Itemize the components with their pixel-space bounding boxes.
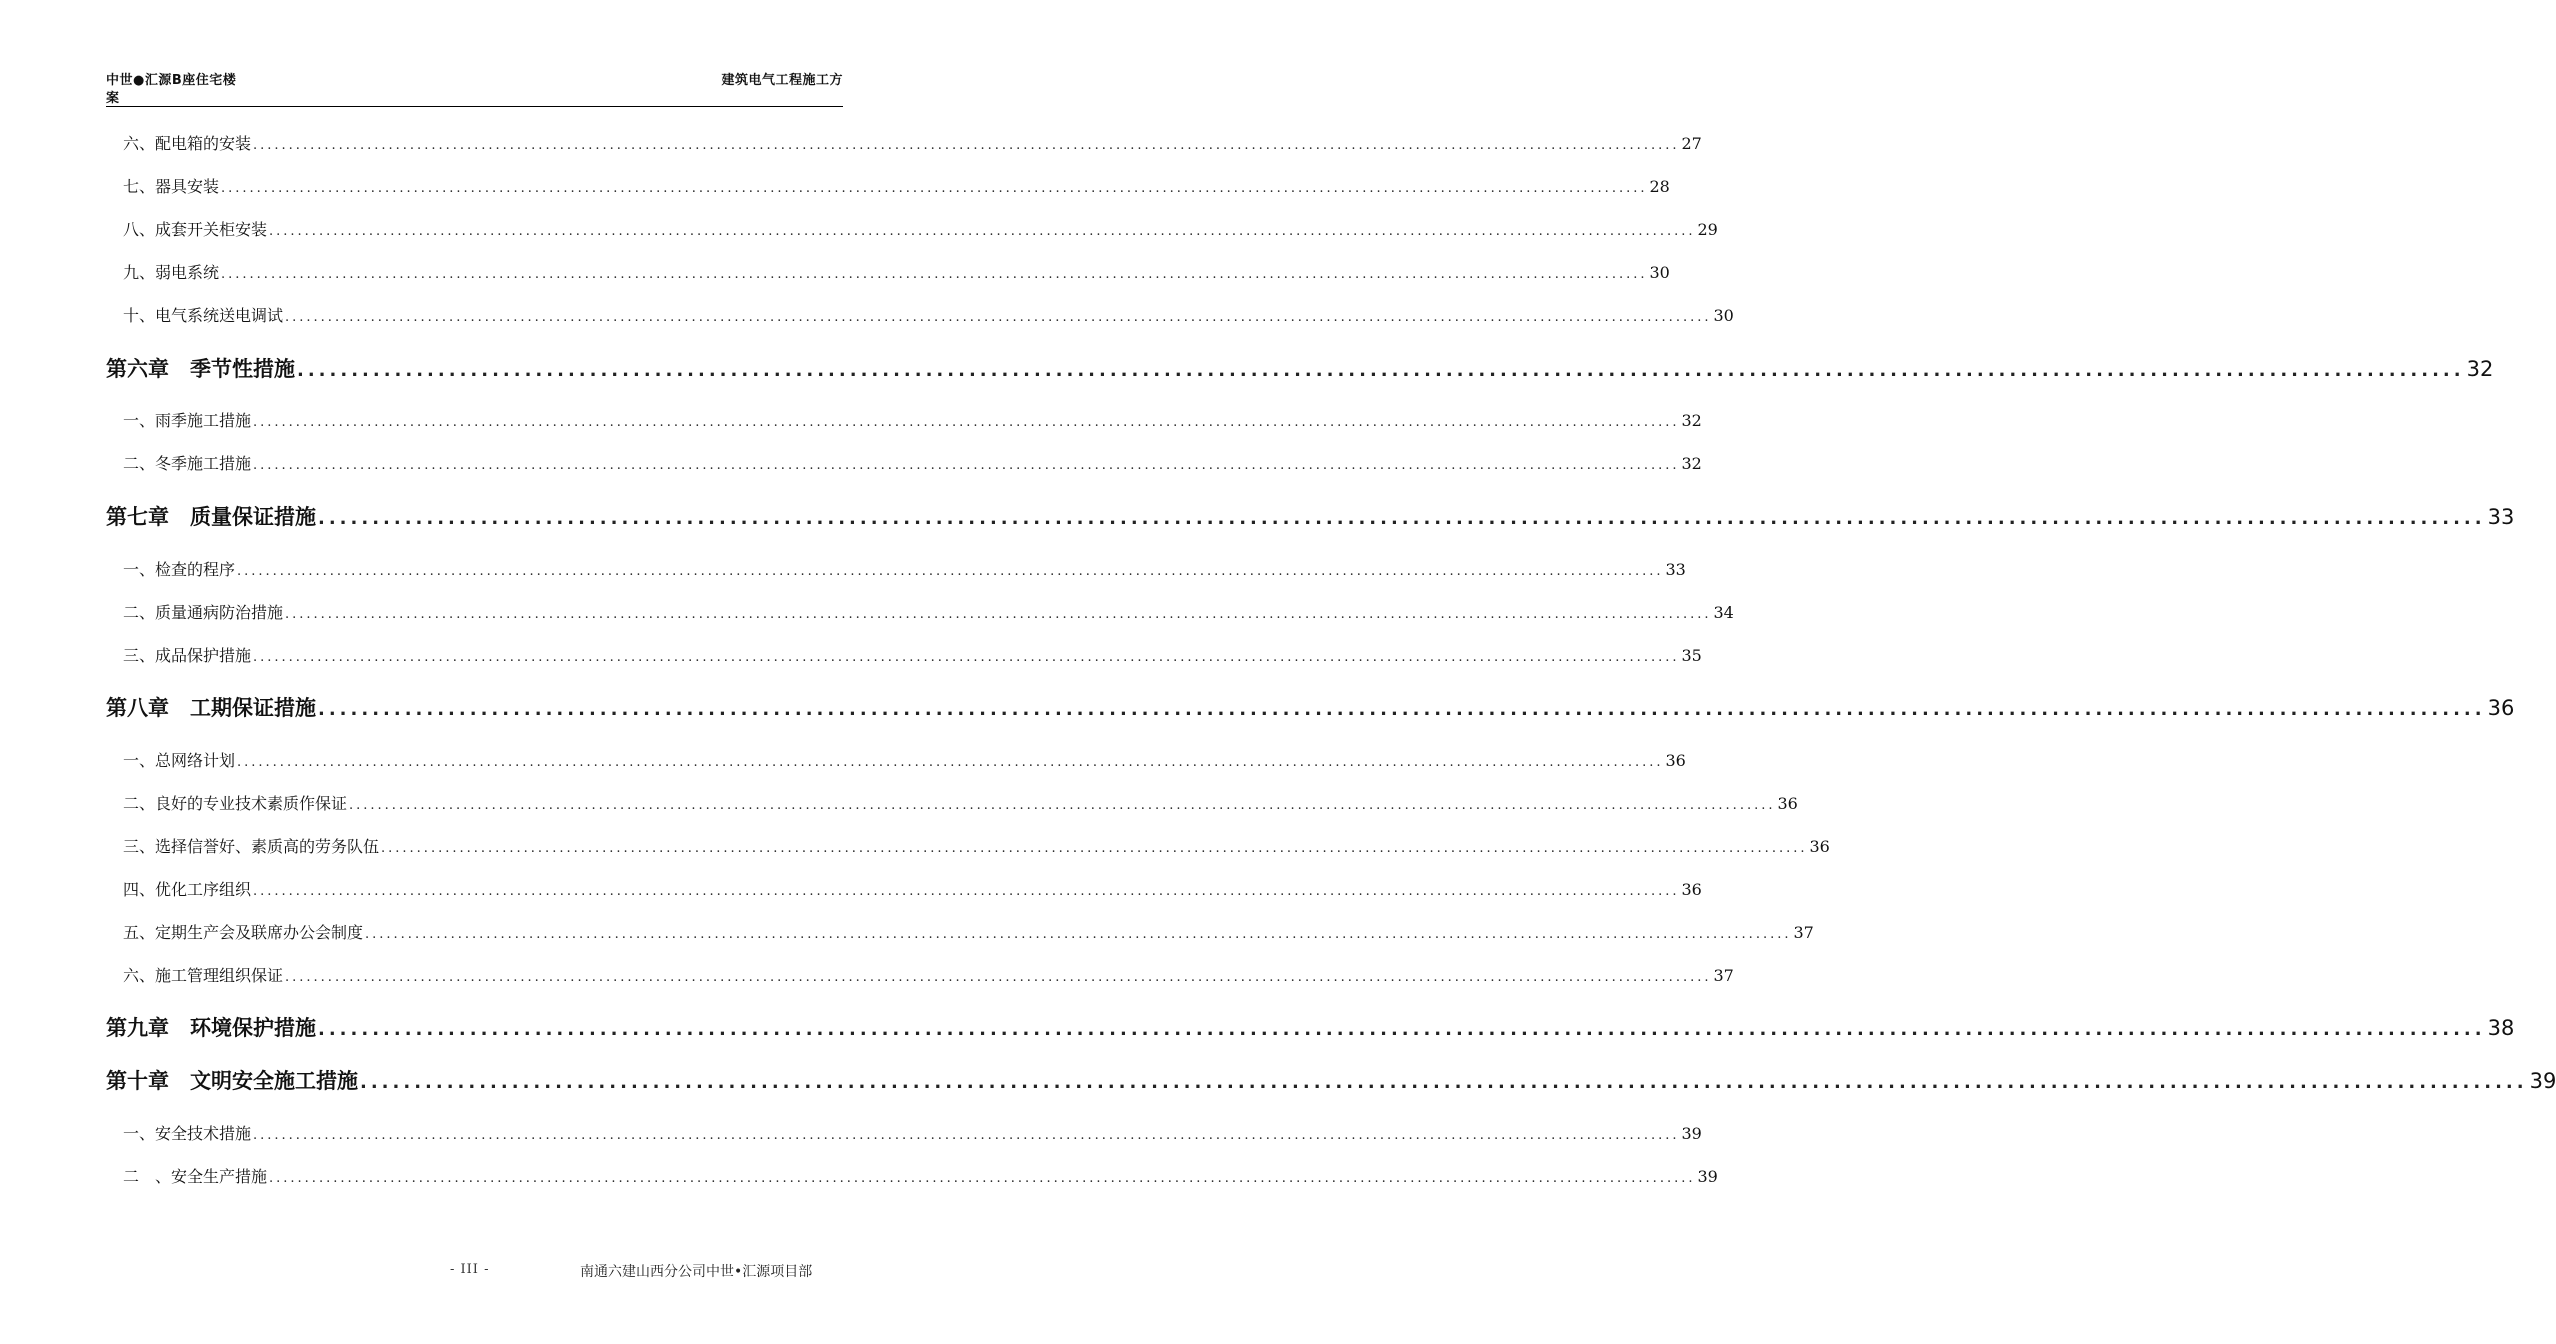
toc-entry-title: 六、配电箱的安装 xyxy=(123,134,252,153)
toc-entry-page-number: 36 xyxy=(1809,837,1830,856)
dot-leader: ........................................................................................................................................................................................................ xyxy=(318,508,2486,529)
toc-entry-title: 六、施工管理组织保证 xyxy=(123,966,284,985)
toc-entry-page-number: 36 xyxy=(1681,880,1702,899)
toc-entry-title: 二、良好的专业技术素质作保证 xyxy=(123,794,348,813)
toc-entry-page-number: 34 xyxy=(1713,603,1734,622)
toc-section-entry[interactable] xyxy=(123,920,1814,943)
toc-section-entry[interactable] xyxy=(123,303,1734,326)
dot-leader: ........................................................................................................................................................................................................ xyxy=(349,798,1776,813)
toc-entry-page-number: 38 xyxy=(2487,1016,2515,1040)
toc-chapter-entry[interactable] xyxy=(106,353,2494,383)
toc-entry-page-number: 37 xyxy=(1713,966,1734,985)
toc-entry-title: 第八章 工期保证措施 xyxy=(106,696,316,720)
toc-section-entry[interactable] xyxy=(123,600,1734,623)
dot-leader: ........................................................................................................................................................................................................ xyxy=(285,607,1712,622)
toc-entry-page-number: 29 xyxy=(1697,220,1718,239)
toc-entry-page-number: 32 xyxy=(2466,357,2494,381)
toc-section-entry[interactable] xyxy=(123,963,1734,986)
dot-leader: ........................................................................................................................................................................................................ xyxy=(237,755,1664,770)
toc-entry-title: 八、成套开关柜安装 xyxy=(123,220,268,239)
header-document-title: 建筑电气工程施工方 xyxy=(721,73,843,88)
dot-leader: ........................................................................................................................................................................................................ xyxy=(318,1019,2486,1040)
toc-section-entry[interactable] xyxy=(123,260,1670,283)
toc-entry-title: 十、电气系统送电调试 xyxy=(123,306,284,325)
dot-leader: ........................................................................................................................................................................................................ xyxy=(253,1128,1680,1143)
toc-entry-title: 一、检查的程序 xyxy=(123,560,236,579)
toc-chapter-entry[interactable] xyxy=(106,501,2515,531)
toc-entry-page-number: 39 xyxy=(1681,1124,1702,1143)
dot-leader: ........................................................................................................................................................................................................ xyxy=(253,138,1680,153)
dot-leader: ........................................................................................................................................................................................................ xyxy=(253,884,1680,899)
toc-entry-title: 三、成品保护措施 xyxy=(123,646,252,665)
dot-leader: ........................................................................................................................................................................................................ xyxy=(221,181,1648,196)
header-divider xyxy=(106,106,843,107)
toc-entry-title: 第七章 质量保证措施 xyxy=(106,505,316,529)
toc-section-entry[interactable] xyxy=(123,174,1670,197)
toc-section-entry[interactable] xyxy=(123,408,1702,431)
toc-entry-page-number: 33 xyxy=(2487,505,2515,529)
toc-entry-title: 二 、安全生产措施 xyxy=(123,1167,268,1186)
dot-leader: ........................................................................................................................................................................................................ xyxy=(381,841,1808,856)
toc-entry-title: 三、选择信誉好、素质高的劳务队伍 xyxy=(123,837,380,856)
dot-leader: ........................................................................................................................................................................................................ xyxy=(269,224,1696,239)
header-project-line-1: 中世●汇源B座住宅楼 xyxy=(106,73,237,88)
toc-entry-title: 二、冬季施工措施 xyxy=(123,454,252,473)
footer-organization: 南通六建山西分公司中世•汇源项目部 xyxy=(580,1264,813,1280)
toc-entry-page-number: 39 xyxy=(2529,1069,2556,1093)
dot-leader: ........................................................................................................................................................................................................ xyxy=(269,1171,1696,1186)
dot-leader: ........................................................................................................................................................................................................ xyxy=(221,267,1648,282)
dot-leader: ........................................................................................................................................................................................................ xyxy=(253,458,1680,473)
header-project-title xyxy=(106,72,306,108)
toc-entry-page-number: 32 xyxy=(1681,411,1702,430)
toc-section-entry[interactable] xyxy=(123,131,1702,154)
toc-section-entry[interactable] xyxy=(123,791,1798,814)
dot-leader: ........................................................................................................................................................................................................ xyxy=(297,360,2465,381)
toc-section-entry[interactable] xyxy=(123,748,1686,771)
toc-section-entry[interactable] xyxy=(123,1121,1702,1144)
toc-entry-page-number: 33 xyxy=(1665,560,1686,579)
toc-entry-page-number: 36 xyxy=(1665,751,1686,770)
toc-entry-title: 九、弱电系统 xyxy=(123,263,220,282)
dot-leader: ........................................................................................................................................................................................................ xyxy=(253,415,1680,430)
dot-leader: ........................................................................................................................................................................................................ xyxy=(285,310,1712,325)
toc-section-entry[interactable] xyxy=(123,557,1686,580)
toc-entry-page-number: 35 xyxy=(1681,646,1702,665)
toc-chapter-entry[interactable] xyxy=(106,1065,2556,1095)
dot-leader: ........................................................................................................................................................................................................ xyxy=(237,564,1664,579)
dot-leader: ........................................................................................................................................................................................................ xyxy=(318,699,2486,720)
toc-chapter-entry[interactable] xyxy=(106,1012,2515,1042)
toc-entry-page-number: 32 xyxy=(1681,454,1702,473)
toc-entry-title: 第九章 环境保护措施 xyxy=(106,1016,316,1040)
toc-entry-title: 第十章 文明安全施工措施 xyxy=(106,1069,358,1093)
dot-leader: ........................................................................................................................................................................................................ xyxy=(253,650,1680,665)
toc-section-entry[interactable] xyxy=(123,877,1702,900)
toc-section-entry[interactable] xyxy=(123,834,1830,857)
header-project-line-2: 案 xyxy=(106,91,120,106)
toc-section-entry[interactable] xyxy=(123,217,1718,240)
toc-entry-title: 二、质量通病防治措施 xyxy=(123,603,284,622)
toc-section-entry[interactable] xyxy=(123,643,1702,666)
toc-entry-page-number: 37 xyxy=(1793,923,1814,942)
toc-entry-title: 五、定期生产会及联席办公会制度 xyxy=(123,923,364,942)
toc-entry-page-number: 27 xyxy=(1681,134,1702,153)
toc-entry-page-number: 39 xyxy=(1697,1167,1718,1186)
toc-entry-page-number: 28 xyxy=(1649,177,1670,196)
toc-section-entry[interactable] xyxy=(123,1164,1718,1187)
toc-entry-title: 一、安全技术措施 xyxy=(123,1124,252,1143)
toc-entry-title: 七、器具安装 xyxy=(123,177,220,196)
toc-entry-title: 四、优化工序组织 xyxy=(123,880,252,899)
dot-leader: ........................................................................................................................................................................................................ xyxy=(360,1072,2528,1093)
toc-entry-page-number: 30 xyxy=(1713,306,1734,325)
dot-leader: ........................................................................................................................................................................................................ xyxy=(365,927,1792,942)
toc-chapter-entry[interactable] xyxy=(106,692,2515,722)
toc-entry-page-number: 36 xyxy=(1777,794,1798,813)
toc-entry-title: 一、雨季施工措施 xyxy=(123,411,252,430)
toc-entry-title: 一、总网络计划 xyxy=(123,751,236,770)
dot-leader: ........................................................................................................................................................................................................ xyxy=(285,970,1712,985)
toc-section-entry[interactable] xyxy=(123,451,1702,474)
toc-entry-title: 第六章 季节性措施 xyxy=(106,357,295,381)
footer-page-number: - III - xyxy=(450,1262,490,1277)
toc-entry-page-number: 36 xyxy=(2487,696,2515,720)
toc-entry-page-number: 30 xyxy=(1649,263,1670,282)
